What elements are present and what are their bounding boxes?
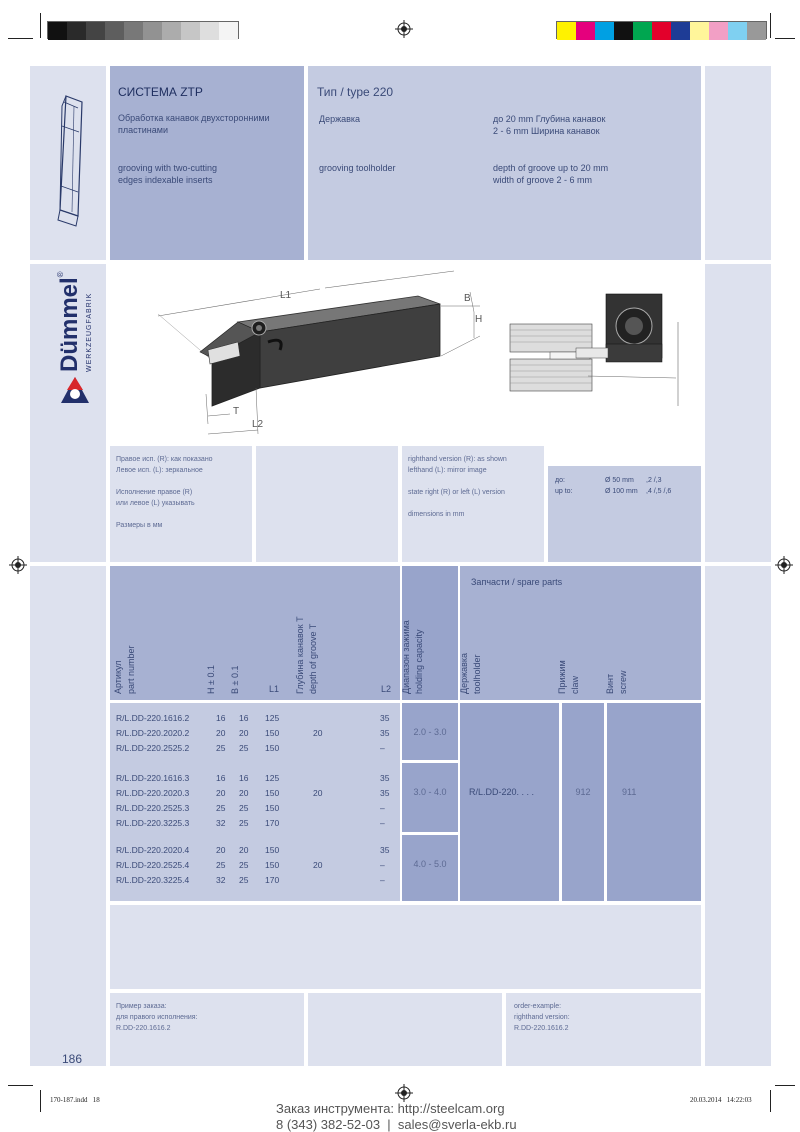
table-cell-h: 25: [216, 743, 226, 753]
notes-en-panel: righthand version (R): as shown lefthand (L): mirror image state right (R) or left (L) version dimensions in mm: [402, 446, 544, 562]
table-cell-l1: 170: [265, 875, 280, 885]
table-cell-part: R/L.DD-220.1616.3: [116, 773, 190, 783]
holder-ru: Державка: [319, 114, 361, 124]
color-swatch: [652, 22, 671, 40]
table-cell-h: 32: [216, 818, 226, 828]
color-swatch: [709, 22, 728, 40]
crop-mark: [8, 38, 33, 39]
drawing-panel: [110, 264, 701, 444]
table-cell-l1: 170: [265, 818, 280, 828]
gray-swatch: [219, 22, 238, 40]
print-date: 20.03.2014 14:22:03: [690, 1096, 752, 1104]
insert-drawing-icon: [30, 66, 106, 260]
table-cell-part: R/L.DD-220.2020.4: [116, 845, 190, 855]
table-cell-h: 20: [216, 728, 226, 738]
color-swatch: [633, 22, 652, 40]
color-calibration-bar: [556, 21, 767, 39]
table-cell-h: 25: [216, 803, 226, 813]
order-blank-panel: [308, 993, 502, 1066]
color-swatch: [690, 22, 709, 40]
gray-calibration-bar: [47, 21, 239, 39]
table-cell-b: 16: [239, 713, 249, 723]
table-cell-part: R/L.DD-220.2525.2: [116, 743, 190, 753]
table-cell-l1: 150: [265, 803, 280, 813]
table-cell-l2: 35: [380, 845, 390, 855]
footer-order-line[interactable]: Заказ инструмента: http://steelcam.org: [276, 1101, 505, 1116]
order-ru-panel: Пример заказа: для правого исполнения: R.DD-220.1616.2: [110, 993, 304, 1066]
table-cell-l1: 125: [265, 713, 280, 723]
crop-mark: [40, 1090, 41, 1112]
order-en-panel: order-example: righthand version: R.DD-220.1616.2: [506, 993, 701, 1066]
spare-screw-cell: 911: [607, 703, 701, 901]
table-cell-b: 20: [239, 788, 249, 798]
table-cell-l2: –: [380, 860, 385, 870]
table-cell-part: R/L.DD-220.2020.3: [116, 788, 190, 798]
table-cell-l2: –: [380, 818, 385, 828]
table-cell-b: 25: [239, 743, 249, 753]
table-cell-h: 16: [216, 713, 226, 723]
color-swatch: [671, 22, 690, 40]
color-swatch: [557, 22, 576, 40]
notes-blank-panel: [256, 446, 398, 562]
table-cell-l2: –: [380, 803, 385, 813]
table-cell-part: R/L.DD-220.1616.2: [116, 713, 190, 723]
registration-mark-icon: [9, 556, 27, 574]
gray-swatch: [48, 22, 67, 40]
crop-mark: [770, 1090, 771, 1112]
dim-label-h: H: [475, 314, 483, 325]
brand-logo: [56, 271, 84, 372]
registration-mark-icon: [395, 20, 413, 38]
capacity-panel: до: Ø 50 mm ,2 /,3 up to: Ø 100 mm ,4 /,5 /,6: [548, 466, 701, 562]
color-swatch: [576, 22, 595, 40]
table-cell-part: R/L.DD-220.2525.3: [116, 803, 190, 813]
table-cell-l2: –: [380, 743, 385, 753]
gray-swatch: [86, 22, 105, 40]
dim-label-l1: L1: [280, 290, 292, 301]
right-margin-panel: [705, 566, 771, 1066]
range-cell: 2.0 - 3.0: [402, 703, 458, 760]
table-cell-l2: 35: [380, 773, 390, 783]
table-cell-b: 25: [239, 803, 249, 813]
table-header: Артикул part number H ± 0.1 B ± 0.1 L1 Глубина канавок T depth of groove T L2: [110, 566, 400, 700]
table-cell-l1: 150: [265, 788, 280, 798]
description-ru: Обработка канавок двухсторонними пластинами: [118, 113, 270, 135]
table-cell-l2: 35: [380, 728, 390, 738]
table-body: [110, 703, 400, 901]
table-cell-l1: 150: [265, 860, 280, 870]
footer-contact-line[interactable]: 8 (343) 382-52-03 | sales@sverla-ekb.ru: [276, 1117, 517, 1132]
crop-mark: [775, 38, 795, 39]
brand-sub: WERKZEUGFABRIK: [86, 292, 93, 372]
type-panel: [308, 66, 701, 260]
right-margin-panel: [705, 264, 771, 562]
registration-mark-icon: [395, 1084, 413, 1102]
gray-swatch: [124, 22, 143, 40]
table-cell-h: 20: [216, 788, 226, 798]
table-cell-b: 20: [239, 845, 249, 855]
table-cell-l1: 150: [265, 845, 280, 855]
table-cell-part: R/L.DD-220.2525.4: [116, 860, 190, 870]
brand-mark-icon: [59, 375, 91, 407]
right-margin-panel: [705, 66, 771, 260]
table-cell-depth: 20: [313, 728, 323, 738]
table-cell-h: 20: [216, 845, 226, 855]
depth-en: depth of groove up to 20 mm width of groove 2 - 6 mm: [493, 163, 609, 185]
range-cell: 3.0 - 4.0: [402, 763, 458, 832]
table-cell-h: 25: [216, 860, 226, 870]
description-en: grooving with two-cutting edges indexable inserts: [118, 163, 218, 185]
type-title: Тип / type 220: [317, 85, 394, 99]
color-swatch: [728, 22, 747, 40]
spare-header: Запчасти / spare parts Державка toolholder Прижим claw Винт screw: [460, 566, 701, 700]
crop-mark: [40, 13, 41, 38]
crop-mark: [770, 13, 771, 38]
registration-mark-icon: [775, 556, 793, 574]
table-cell-b: 16: [239, 773, 249, 783]
table-cell-b: 25: [239, 875, 249, 885]
file-slug: 170-187.indd 18: [50, 1096, 100, 1104]
color-swatch: [614, 22, 633, 40]
crop-mark: [775, 1085, 795, 1086]
table-cell-l2: 35: [380, 713, 390, 723]
toolholder-drawing: [110, 264, 701, 444]
gray-swatch: [200, 22, 219, 40]
left-margin-panel: [30, 566, 106, 1066]
table-cell-b: 25: [239, 860, 249, 870]
table-cell-part: R/L.DD-220.3225.3: [116, 818, 190, 828]
holder-en: grooving toolholder: [319, 163, 396, 173]
brand-reg: ®: [56, 271, 65, 278]
dim-label-t: T: [233, 406, 240, 417]
gray-swatch: [162, 22, 181, 40]
gray-swatch: [105, 22, 124, 40]
gray-swatch: [143, 22, 162, 40]
color-swatch: [747, 22, 766, 40]
table-cell-l1: 150: [265, 728, 280, 738]
table-cell-depth: 20: [313, 788, 323, 798]
gray-swatch: [67, 22, 86, 40]
insert-image-panel: [30, 66, 106, 260]
dim-label-l2: L2: [252, 419, 264, 430]
system-title: СИСТЕМА ZTP: [118, 85, 203, 99]
table-cell-part: R/L.DD-220.3225.4: [116, 875, 190, 885]
page-number: 186: [62, 1052, 83, 1066]
notes-ru-panel: Правое исп. (R): как показано Левое исп. (L): зеркальное Исполнение правое (R) или левое (L) указывать Размеры в мм: [110, 446, 252, 562]
color-swatch: [595, 22, 614, 40]
system-panel: [110, 66, 304, 260]
table-cell-l2: –: [380, 875, 385, 885]
crop-mark: [8, 1085, 33, 1086]
table-cell-l1: 125: [265, 773, 280, 783]
table-cell-h: 32: [216, 875, 226, 885]
depth-ru: до 20 mm Глубина канавок 2 - 6 mm Ширина канавок: [493, 114, 606, 136]
table-cell-depth: 20: [313, 860, 323, 870]
table-cell-part: R/L.DD-220.2020.2: [116, 728, 190, 738]
dim-label-b: B: [464, 293, 471, 304]
spare-holder-cell: R/L.DD-220. . . .: [460, 703, 559, 901]
brand-name: Dümmel: [56, 277, 83, 372]
range-cell: 4.0 - 5.0: [402, 835, 458, 901]
table-cell-h: 16: [216, 773, 226, 783]
table-cell-l1: 150: [265, 743, 280, 753]
logo-panel: [30, 264, 106, 562]
table-cell-b: 25: [239, 818, 249, 828]
spare-claw-cell: 912: [562, 703, 604, 901]
gray-swatch: [181, 22, 200, 40]
blank-row-panel: [110, 905, 701, 989]
range-header: Диапазон зажима holding capacity: [402, 566, 458, 700]
table-cell-b: 20: [239, 728, 249, 738]
table-cell-l2: 35: [380, 788, 390, 798]
